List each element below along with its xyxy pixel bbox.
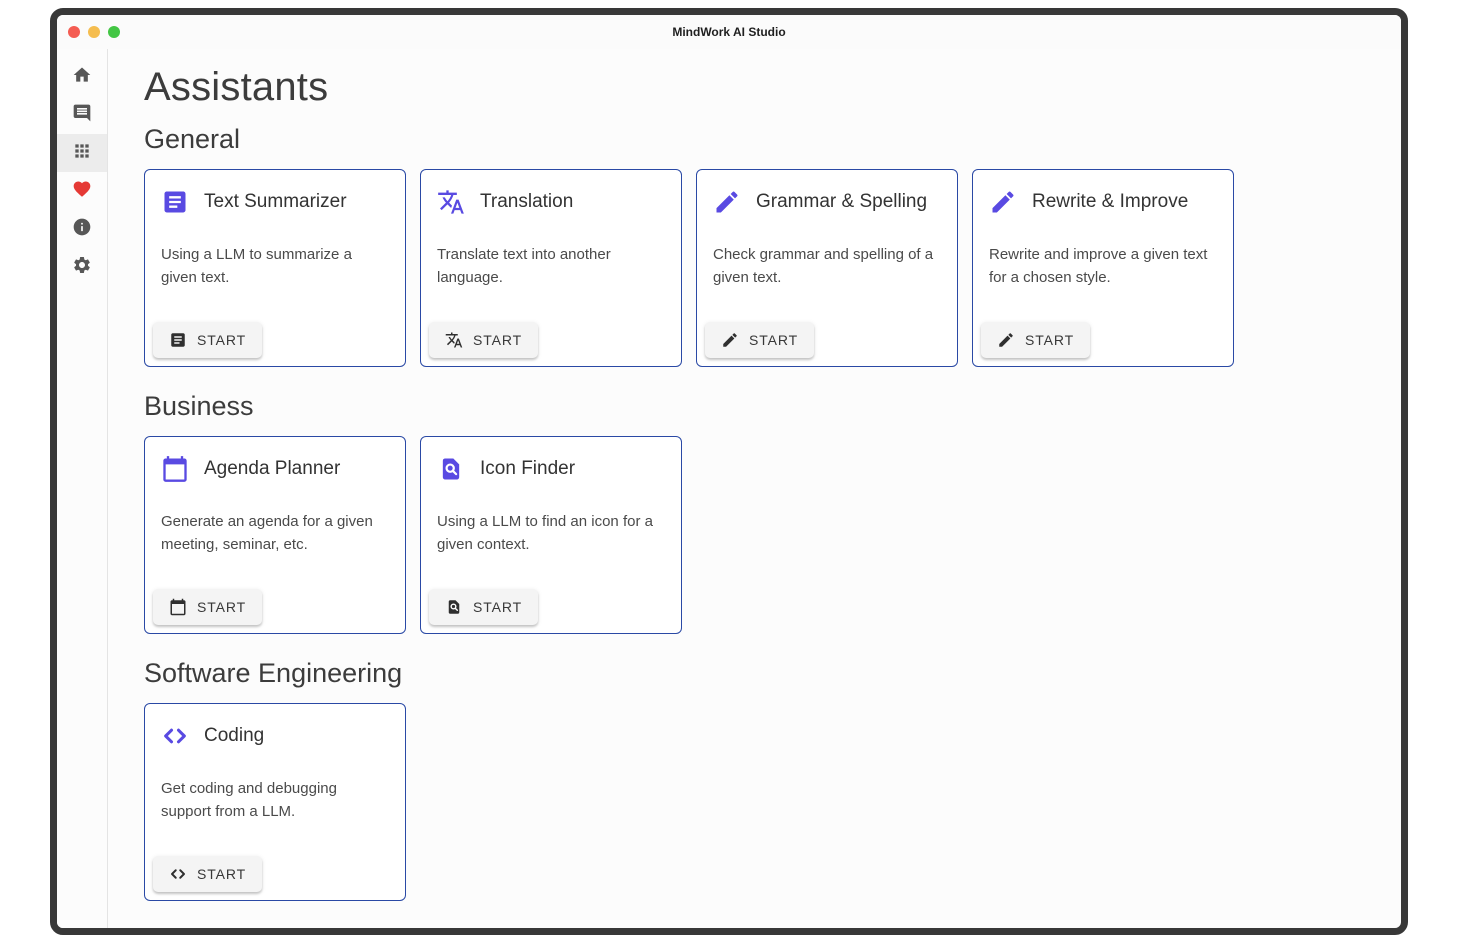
card-rewrite-improve: [972, 169, 1234, 367]
card-icon-finder: [420, 436, 682, 634]
start-button-rewrite-improve[interactable]: [981, 322, 1090, 358]
card-description: Using a LLM to summarize a given text.: [161, 246, 352, 286]
start-button-translation[interactable]: [429, 322, 538, 358]
start-button-grammar-spelling[interactable]: [705, 322, 814, 358]
card-title: Translation: [480, 191, 574, 212]
minimize-button[interactable]: [88, 26, 100, 38]
sidebar-item-home[interactable]: [57, 58, 107, 96]
translate-icon: [445, 331, 463, 349]
main-content: [108, 49, 1401, 928]
sidebar-item-supporters[interactable]: [57, 172, 107, 210]
card-text-summarizer: [144, 169, 406, 367]
start-button-coding[interactable]: [153, 856, 262, 892]
card-coding: [144, 703, 406, 901]
app-window: [50, 8, 1408, 935]
card-agenda-planner: [144, 436, 406, 634]
sidebar: [57, 49, 108, 928]
icon-search-icon: [437, 455, 465, 483]
section-title-general: General: [144, 124, 241, 154]
window-title: MindWork AI Studio: [672, 25, 786, 39]
card-title: Coding: [204, 725, 265, 746]
card-title: Grammar & Spelling: [756, 191, 928, 212]
gear-icon: [72, 255, 92, 280]
card-description: Translate text into another language.: [437, 246, 611, 286]
start-button-label: START: [197, 599, 247, 615]
card-description: Rewrite and improve a given text for a chosen style.: [989, 246, 1208, 286]
icon-search-icon: [445, 598, 463, 616]
card-translation: [420, 169, 682, 367]
home-icon: [72, 65, 92, 90]
code-icon: [161, 722, 189, 750]
start-button-label: START: [197, 332, 247, 348]
pencil-icon: [997, 331, 1015, 349]
calendar-icon: [169, 598, 187, 616]
software-engineering-card-row: [144, 703, 1381, 901]
card-title: Agenda Planner: [204, 458, 341, 479]
document-icon: [169, 331, 187, 349]
apps-grid-icon: [72, 141, 92, 166]
start-button-agenda-planner[interactable]: [153, 589, 262, 625]
traffic-lights: [57, 26, 120, 38]
sidebar-item-assistants[interactable]: [57, 134, 107, 172]
chat-icon: [72, 103, 92, 128]
pencil-icon: [713, 188, 741, 216]
translate-icon: [437, 188, 465, 216]
general-card-row: [144, 169, 1381, 367]
start-button-label: START: [473, 599, 523, 615]
sidebar-item-chats[interactable]: [57, 96, 107, 134]
start-button-label: START: [473, 332, 523, 348]
pencil-icon: [721, 331, 739, 349]
page-title: Assistants: [144, 65, 329, 109]
sidebar-item-about[interactable]: [57, 210, 107, 248]
card-title: Icon Finder: [480, 458, 576, 479]
code-icon: [169, 865, 187, 883]
sidebar-item-settings[interactable]: [57, 248, 107, 286]
title-bar: [57, 15, 1401, 49]
document-icon: [161, 188, 189, 216]
start-button-label: START: [197, 866, 247, 882]
start-button-text-summarizer[interactable]: [153, 322, 262, 358]
start-button-icon-finder[interactable]: [429, 589, 538, 625]
card-grammar-spelling: [696, 169, 958, 367]
card-title: Text Summarizer: [204, 191, 347, 212]
section-title-software-engineering: Software Engineering: [144, 658, 403, 688]
card-description: Check grammar and spelling of a given text.: [713, 246, 934, 286]
pencil-icon: [989, 188, 1017, 216]
calendar-icon: [161, 455, 189, 483]
heart-icon: [72, 179, 92, 204]
business-card-row: [144, 436, 1381, 634]
card-description: Using a LLM to find an icon for a given context.: [437, 513, 653, 553]
start-button-label: START: [749, 332, 799, 348]
card-title: Rewrite & Improve: [1032, 191, 1189, 212]
close-button[interactable]: [68, 26, 80, 38]
section-title-business: Business: [144, 391, 254, 421]
zoom-button[interactable]: [108, 26, 120, 38]
info-icon: [72, 217, 92, 242]
start-button-label: START: [1025, 332, 1075, 348]
card-description: Get coding and debugging support from a LLM.: [161, 780, 337, 820]
card-description: Generate an agenda for a given meeting, seminar, etc.: [161, 513, 373, 553]
